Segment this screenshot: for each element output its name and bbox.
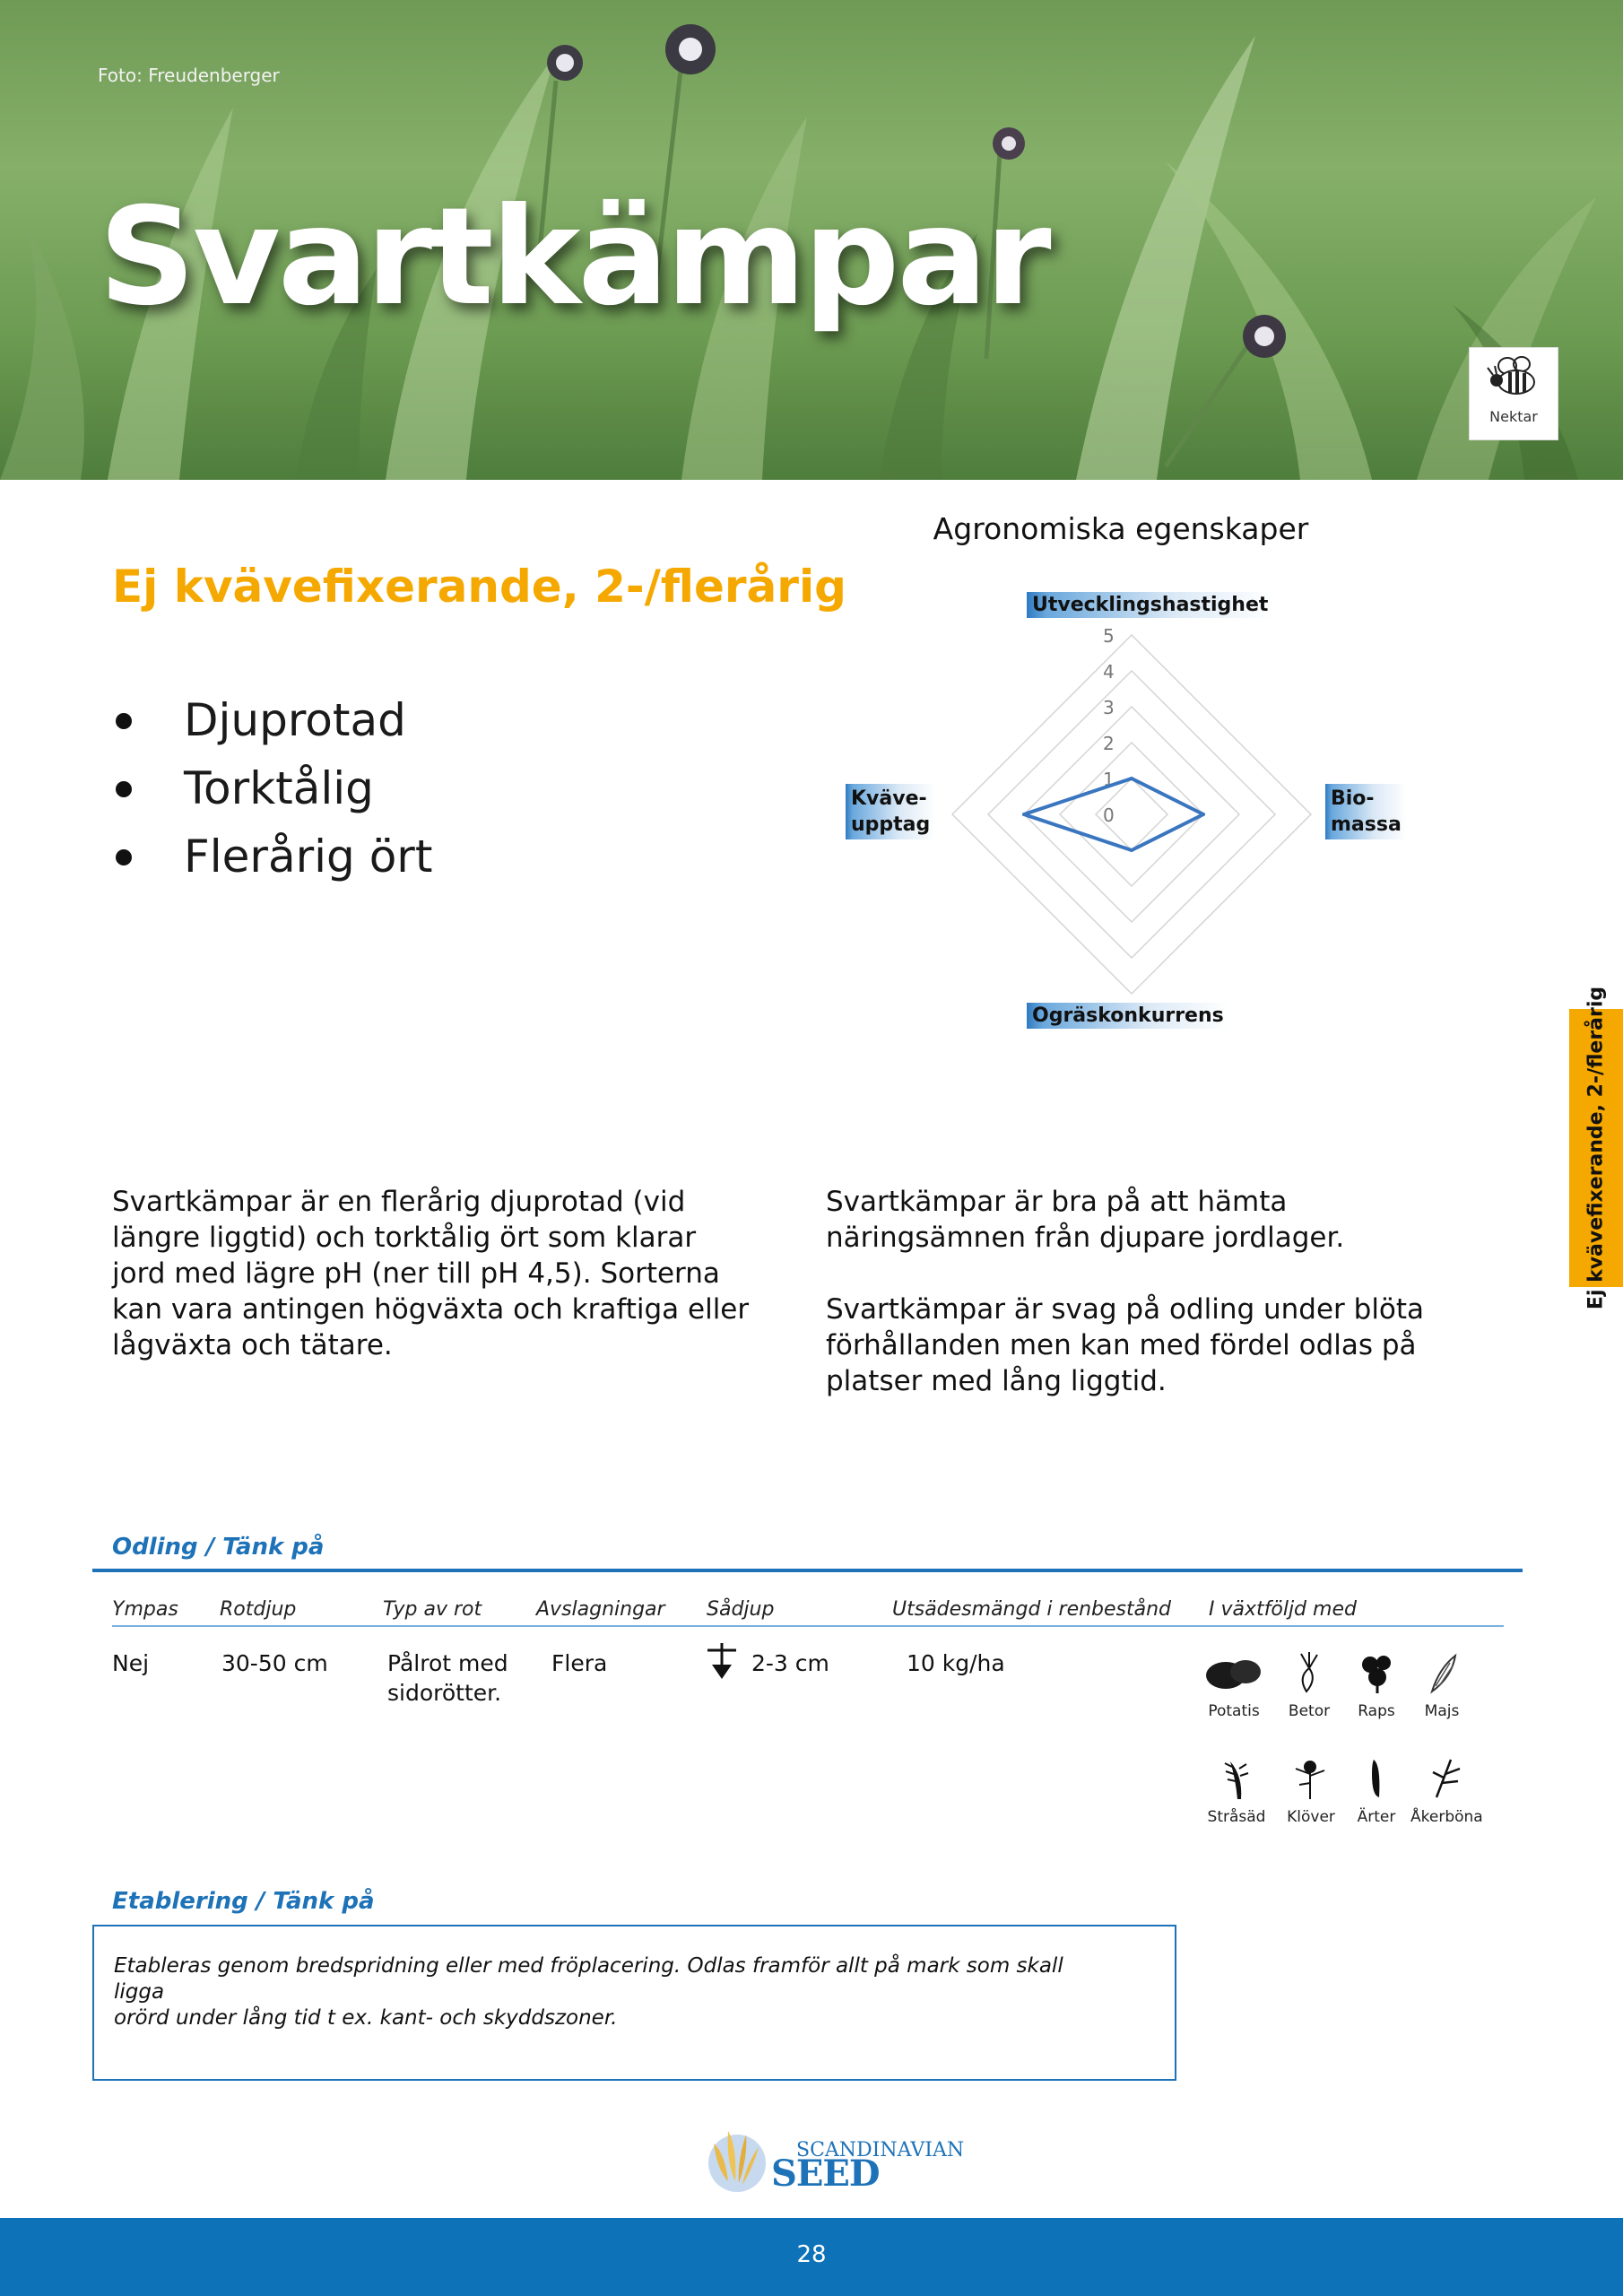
side-tab-label: Ej kvävefixerande, 2-/flerårig [1584,986,1608,1310]
bullet-icon [116,849,132,865]
cell-utsadesmangd: 10 kg/ha [907,1650,1005,1676]
radar-point [1022,813,1026,816]
chart-title: Agronomiska egenskaper [933,511,1309,546]
header-photo [0,0,1623,480]
radar-tick-label: 4 [1103,661,1115,683]
potato-icon [1202,1650,1265,1695]
radar-grid-ring [988,671,1275,958]
axis-label-right-line1: Bio- [1331,787,1375,810]
radar-tick-label: 2 [1103,733,1115,754]
clover-icon [1289,1756,1333,1801]
pea-icon [1354,1756,1399,1801]
crop-potatis [1198,1650,1270,1720]
col-header-typ-av-rot: Typ av rot [383,1598,482,1621]
axis-label-bottom: Ogräskonkurrens [1027,1003,1229,1029]
crop-label: Åkerböna [1410,1808,1483,1826]
list-item-label: Flerårig ört [184,831,433,883]
list-item [112,686,432,754]
axis-label-top: Utvecklingshastighet [1027,592,1273,618]
axis-label-right-line2: massa [1331,813,1402,836]
bullet-icon [116,781,132,797]
col-header-ympas: Ympas [112,1598,178,1621]
etablering-box [92,1925,1176,2081]
col-header-rotdjup: Rotdjup [220,1598,297,1621]
crop-label: Raps [1358,1702,1395,1720]
etablering-heading: Etablering / Tänk på [112,1888,375,1915]
radar-tick-label: 5 [1103,625,1115,647]
logo-mark-icon [698,2117,778,2197]
etablering-text-line2: orörd under lång tid t ex. kant- och skyddszoner. [114,2006,618,2030]
nektar-label: Nektar [1489,408,1538,425]
col-header-utsadesmangd: Utsädesmängd i renbestånd [892,1598,1172,1621]
page-title: Svartkämpar [99,179,1049,335]
axis-label-left [846,784,935,839]
axis-label-right [1325,784,1407,839]
body-paragraph: Svartkämpar är en flerårig djuprotad (vid längre liggtid) och torktålig ört som klarar jord med lägre pH (ner till pH 4,5). Sorterna kan vara antingen högväxta och kraftiga eller lågväxta och tätare. [112,1186,750,1361]
section-divider [92,1569,1523,1572]
seed-depth-icon [704,1641,740,1681]
etablering-text-line1: Etableras genom bredspridning eller med fröplacering. Odlas framför allt på mark som skall ligga [114,1954,1063,2004]
grain-icon [1214,1756,1259,1801]
crop-majs [1406,1650,1478,1720]
table-header-rule [112,1625,1504,1627]
bullet-icon [116,713,132,729]
corn-icon [1419,1650,1464,1695]
beet-icon [1287,1650,1332,1695]
rapeseed-icon [1354,1650,1399,1695]
crop-strasad [1201,1756,1272,1826]
cell-avslagningar: Flera [551,1650,608,1676]
odling-heading: Odling / Tänk på [112,1534,325,1561]
radar-grid-ring [952,635,1311,994]
crop-betor [1273,1650,1345,1720]
radar-tick-label: 0 [1103,804,1115,826]
crop-klover [1275,1756,1347,1826]
list-item [112,822,432,891]
cell-ympas: Nej [112,1650,150,1676]
cell-typ-av-rot-line2: sidorötter. [387,1680,502,1706]
list-item-label: Torktålig [184,762,374,814]
cell-rotdjup: 30-50 cm [221,1650,328,1676]
body-paragraph: Svartkämpar är bra på att hämta näringsämnen från djupare jordlager. [826,1186,1345,1254]
col-header-vaxtfoljd: I växtföljd med [1209,1598,1357,1621]
crop-akerbona [1410,1756,1482,1826]
crop-label: Potatis [1208,1702,1260,1720]
cell-sadjup: 2-3 cm [751,1650,829,1676]
photo-credit: Foto: Freudenberger [98,65,280,86]
crop-raps [1341,1650,1412,1720]
radar-tick-label: 3 [1103,697,1115,718]
cell-typ-av-rot [387,1648,508,1708]
body-column-right [826,1184,1454,1435]
col-header-sadjup: Sådjup [707,1598,775,1621]
side-tab [1569,986,1623,1310]
col-header-avslagningar: Avslagningar [536,1598,665,1621]
radar-grid-ring [1024,707,1239,922]
list-item [112,754,432,822]
radar-tick-label: 1 [1103,769,1115,790]
scandinavian-seed-logo [698,2117,965,2197]
list-item-label: Djuprotad [184,694,406,746]
footer-bar [0,2218,1623,2296]
radar-grid-ring [1060,743,1203,886]
nektar-badge [1469,347,1558,440]
page-number: 28 [796,2241,827,2268]
section-subtitle: Ej kvävefixerande, 2-/flerårig [112,561,846,613]
etablering-text [114,1953,1082,2031]
bean-icon [1424,1756,1469,1801]
logo-text-line1: SCANDINAVIAN [796,2139,965,2161]
body-column-left [112,1184,758,1399]
crop-label: Ärter [1357,1808,1396,1826]
radar-point [1130,777,1133,780]
crop-label: Majs [1424,1702,1460,1720]
bee-icon [1470,348,1558,402]
crop-label: Betor [1288,1702,1331,1720]
axis-label-left-line2: upptag [851,813,931,836]
radar-point [1130,848,1133,852]
feature-list [112,686,432,891]
logo-text-line2: SEED [771,2152,880,2195]
axis-label-left-line1: Kväve- [851,787,927,810]
body-paragraph: Svartkämpar är svag på odling under blöta förhållanden men kan med fördel odlas på platser med lång liggtid. [826,1293,1425,1397]
cell-typ-av-rot-line1: Pålrot med [387,1650,508,1676]
crop-label: Klöver [1287,1808,1335,1826]
crop-label: Stråsäd [1207,1808,1266,1826]
crop-arter [1341,1756,1412,1826]
radar-point [1202,813,1205,816]
